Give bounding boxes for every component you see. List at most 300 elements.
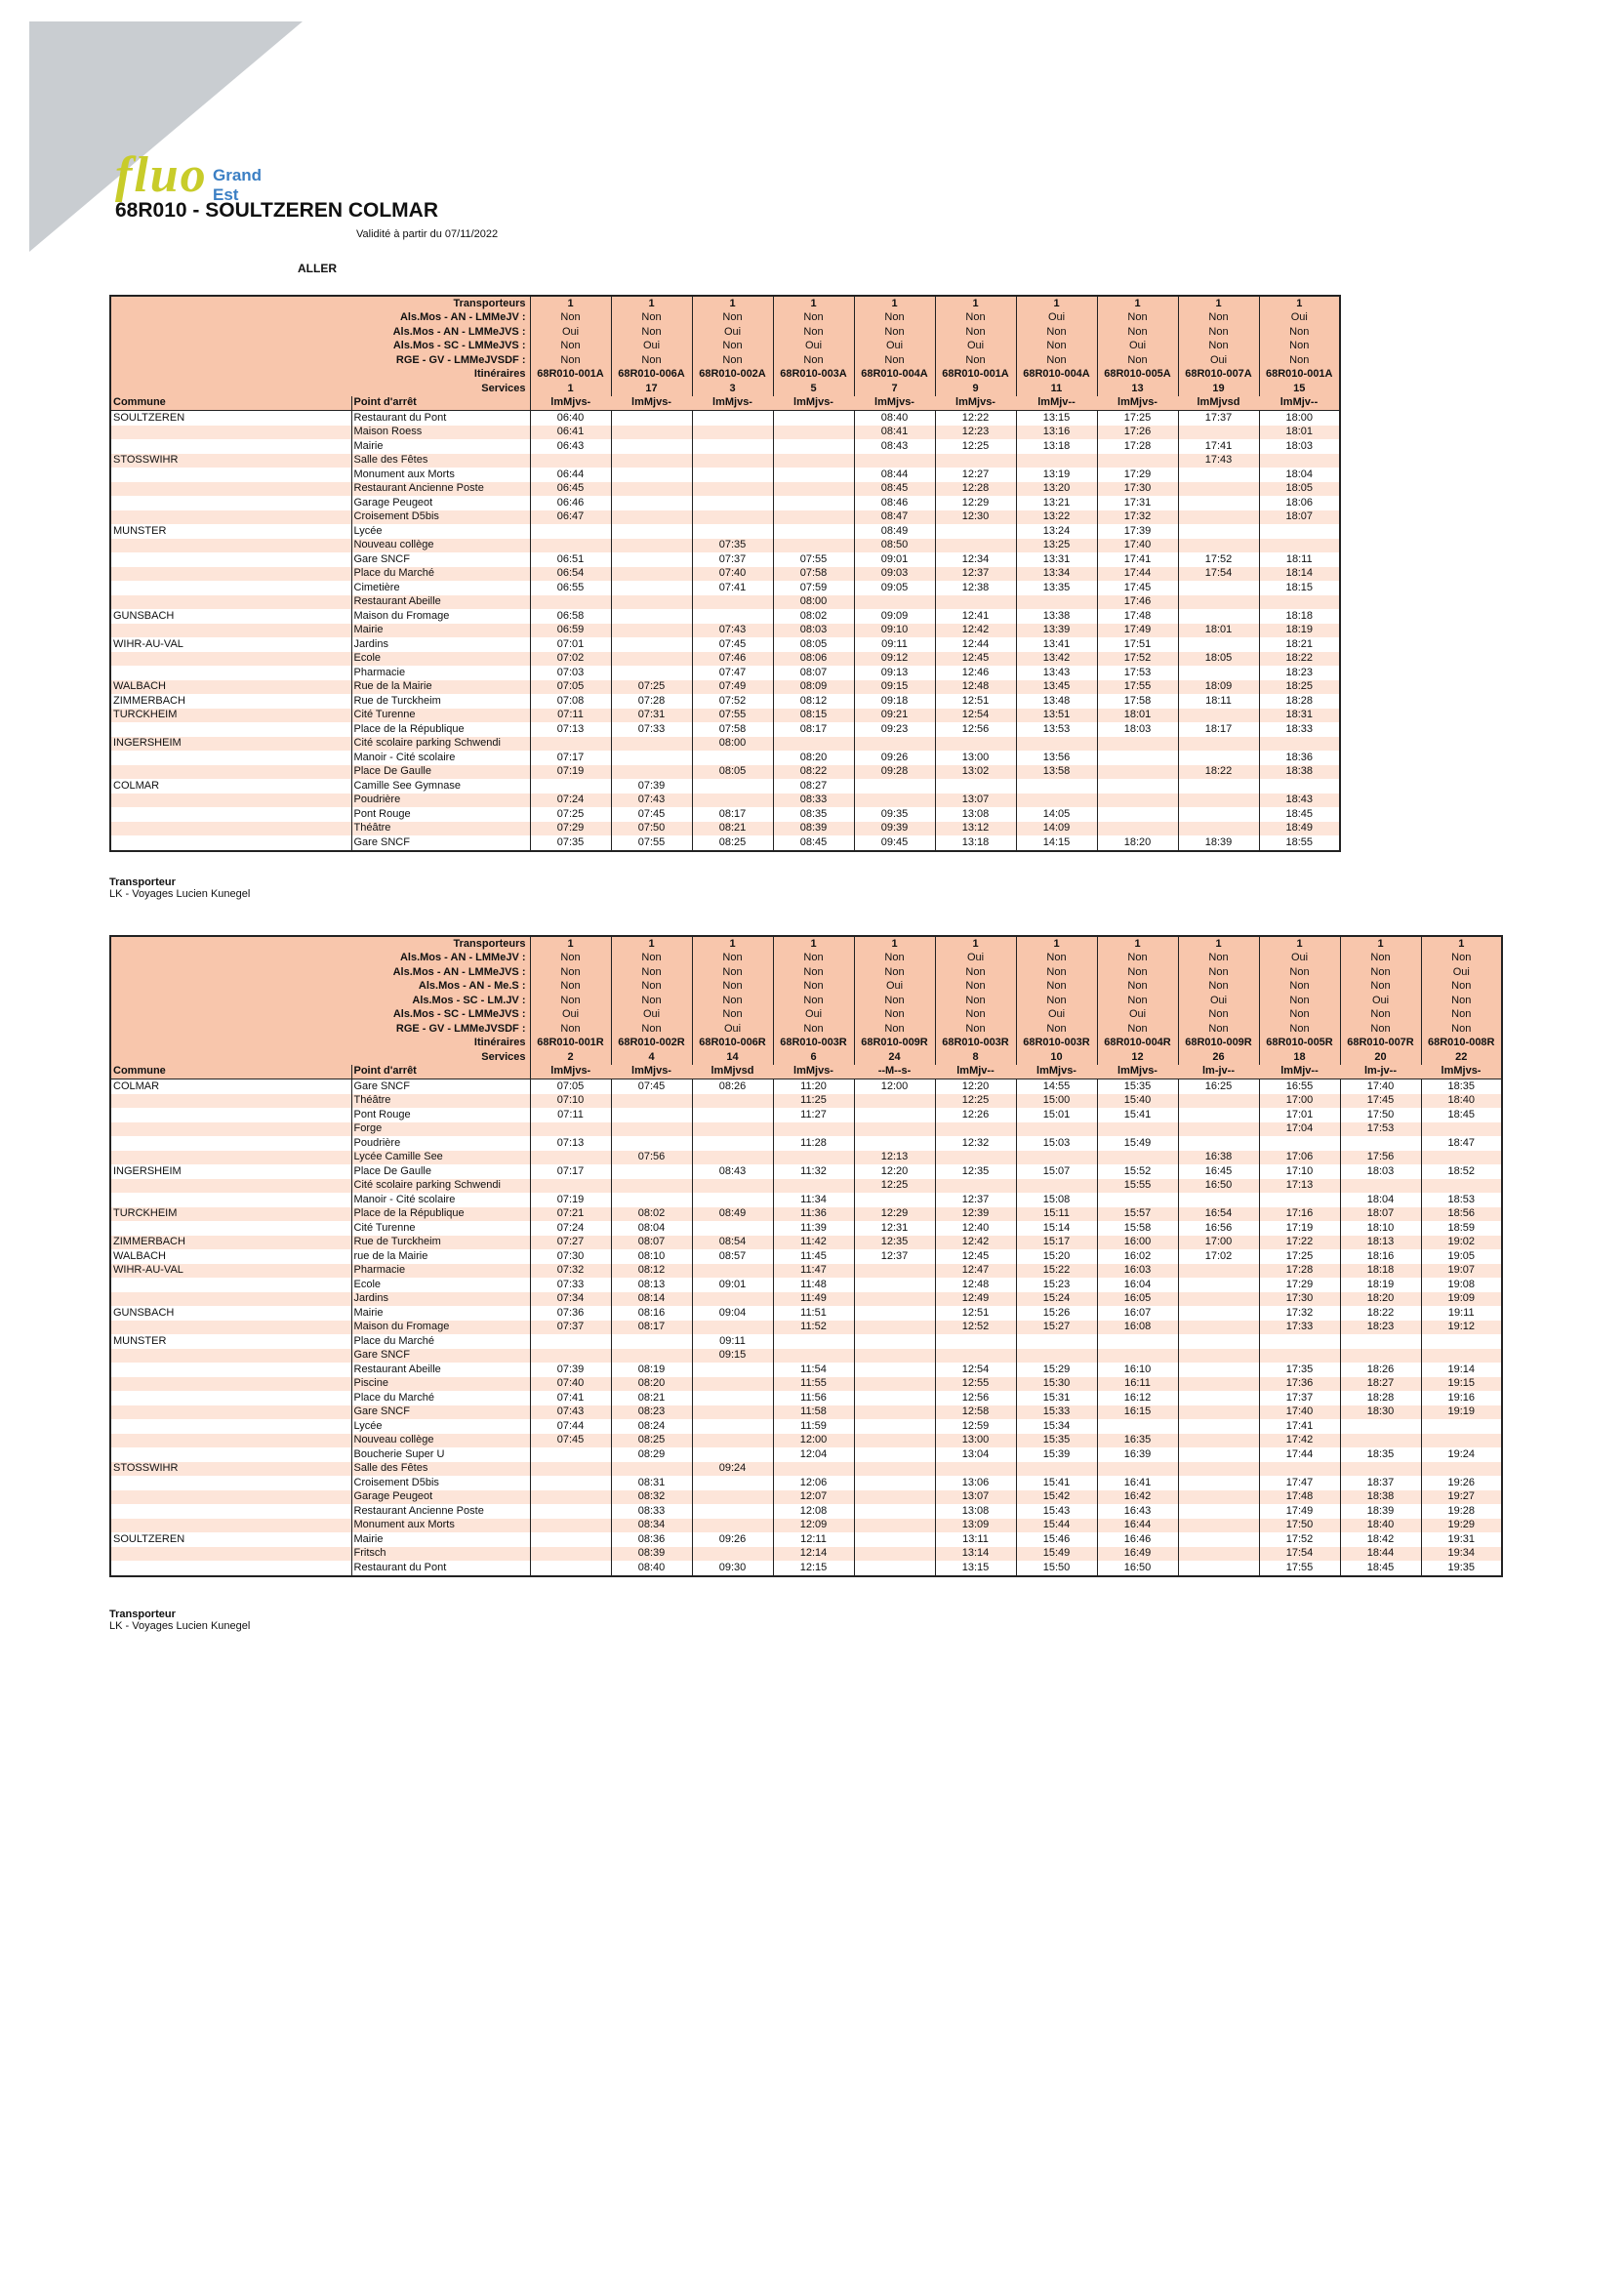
stop-name-cell: Restaurant du Pont	[351, 411, 530, 426]
time-cell: 18:19	[1340, 1278, 1421, 1292]
header-value: Non	[1340, 1008, 1421, 1023]
stop-name-cell: Cité Turenne	[351, 709, 530, 723]
days-code: lmMjvs-	[1016, 1065, 1097, 1079]
time-cell: 08:36	[611, 1532, 692, 1547]
time-cell	[611, 426, 692, 440]
header-value: 1	[1421, 936, 1502, 952]
time-cell: 12:00	[773, 1434, 854, 1448]
route-title: 68R010 - SOULTZEREN COLMAR	[115, 199, 438, 222]
header-value: Non	[1016, 1022, 1097, 1037]
time-cell: 19:09	[1421, 1292, 1502, 1307]
time-cell: 16:11	[1097, 1377, 1178, 1392]
time-cell: 07:45	[692, 637, 773, 652]
time-cell	[1259, 1462, 1340, 1477]
time-cell	[854, 1306, 935, 1321]
time-cell: 11:25	[773, 1094, 854, 1109]
stop-row	[110, 624, 1340, 638]
time-cell	[530, 1547, 611, 1562]
time-cell: 08:06	[773, 652, 854, 667]
time-cell	[1340, 1434, 1421, 1448]
time-cell: 06:47	[530, 510, 611, 525]
time-cell	[1016, 1349, 1097, 1364]
time-cell	[611, 624, 692, 638]
header-value: Non	[611, 994, 692, 1008]
header-value: Oui	[935, 340, 1016, 354]
time-cell	[1016, 595, 1097, 610]
stop-row	[110, 794, 1340, 808]
time-cell: 15:49	[1097, 1136, 1178, 1151]
days-code: lmMjvs-	[1097, 396, 1178, 411]
time-cell: 08:32	[611, 1490, 692, 1505]
stop-row	[110, 694, 1340, 709]
header-label: Transporteurs	[110, 936, 530, 952]
header-value: Non	[692, 965, 773, 980]
commune-cell	[110, 1094, 351, 1109]
time-cell: 12:20	[935, 1079, 1016, 1094]
header-value: 68R010-001A	[530, 368, 611, 383]
time-cell	[1178, 1136, 1259, 1151]
time-cell: 08:39	[773, 822, 854, 836]
stop-header: Point d'arrêt	[351, 396, 530, 411]
time-cell: 16:55	[1259, 1079, 1340, 1094]
time-cell	[1178, 666, 1259, 680]
time-cell	[854, 737, 935, 752]
time-cell: 19:11	[1421, 1306, 1502, 1321]
time-cell	[611, 1179, 692, 1194]
time-cell: 11:32	[773, 1164, 854, 1179]
header-label: Als.Mos - AN - LMMeJVS :	[110, 325, 530, 340]
header-value: 15	[1259, 382, 1340, 396]
time-cell	[773, 524, 854, 539]
time-cell: 09:10	[854, 624, 935, 638]
header-value: Non	[1016, 965, 1097, 980]
time-cell: 18:03	[1097, 722, 1178, 737]
time-cell: 16:54	[1178, 1207, 1259, 1222]
header-value: 11	[1016, 382, 1097, 396]
stop-row	[110, 1363, 1502, 1377]
time-cell: 07:55	[692, 709, 773, 723]
time-cell: 12:08	[773, 1504, 854, 1519]
time-cell	[692, 1547, 773, 1562]
time-cell: 15:43	[1016, 1504, 1097, 1519]
time-cell: 18:22	[1178, 765, 1259, 780]
stop-row	[110, 1306, 1502, 1321]
time-cell: 13:08	[935, 1504, 1016, 1519]
time-cell: 18:33	[1259, 722, 1340, 737]
time-cell: 19:34	[1421, 1547, 1502, 1562]
stop-row	[110, 1278, 1502, 1292]
time-cell: 13:15	[935, 1561, 1016, 1576]
time-cell: 08:40	[611, 1561, 692, 1576]
commune-cell	[110, 552, 351, 567]
stop-name-cell: Maison du Fromage	[351, 1321, 530, 1335]
header-value: 4	[611, 1050, 692, 1065]
time-cell	[530, 1122, 611, 1137]
time-cell	[854, 1278, 935, 1292]
commune-cell	[110, 1292, 351, 1307]
time-cell	[1259, 737, 1340, 752]
time-cell	[1340, 1334, 1421, 1349]
time-cell	[854, 1292, 935, 1307]
time-cell	[611, 1094, 692, 1109]
time-cell: 09:21	[854, 709, 935, 723]
header-value: Non	[692, 340, 773, 354]
time-cell	[692, 1434, 773, 1448]
time-cell	[1178, 737, 1259, 752]
time-cell	[611, 1334, 692, 1349]
time-cell: 17:50	[1340, 1108, 1421, 1122]
time-cell	[773, 468, 854, 482]
time-cell: 15:40	[1097, 1094, 1178, 1109]
time-cell	[692, 1519, 773, 1533]
stop-name-cell: Lycée	[351, 1419, 530, 1434]
time-cell: 17:47	[1259, 1476, 1340, 1490]
time-cell: 15:20	[1016, 1249, 1097, 1264]
time-cell: 13:25	[1016, 539, 1097, 553]
time-cell: 09:15	[854, 680, 935, 695]
commune-cell	[110, 1349, 351, 1364]
time-cell: 17:29	[1097, 468, 1178, 482]
time-cell: 07:28	[611, 694, 692, 709]
stop-name-cell: Théâtre	[351, 1094, 530, 1109]
stop-row	[110, 1207, 1502, 1222]
header-value: 24	[854, 1050, 935, 1065]
time-cell: 13:24	[1016, 524, 1097, 539]
header-value: 1	[1259, 296, 1340, 311]
time-cell: 18:14	[1259, 567, 1340, 582]
time-cell: 11:55	[773, 1377, 854, 1392]
stop-row	[110, 581, 1340, 595]
header-value: Non	[611, 980, 692, 995]
header-value: Non	[1097, 325, 1178, 340]
stop-name-cell: Théâtre	[351, 822, 530, 836]
header-value: Non	[692, 353, 773, 368]
header-value: 1	[692, 936, 773, 952]
header-value: Non	[773, 980, 854, 995]
time-cell	[935, 1179, 1016, 1194]
time-cell: 09:01	[854, 552, 935, 567]
header-label: RGE - GV - LMMeJVSDF :	[110, 353, 530, 368]
time-cell: 12:32	[935, 1136, 1016, 1151]
time-cell	[1178, 524, 1259, 539]
commune-cell	[110, 595, 351, 610]
header-value: Non	[1178, 965, 1259, 980]
time-cell	[854, 1334, 935, 1349]
stop-row	[110, 1504, 1502, 1519]
time-cell: 15:26	[1016, 1306, 1097, 1321]
header-value: Non	[854, 1022, 935, 1037]
time-cell: 14:55	[1016, 1079, 1097, 1094]
time-cell: 12:45	[935, 652, 1016, 667]
time-cell: 07:19	[530, 765, 611, 780]
commune-cell: TURCKHEIM	[110, 709, 351, 723]
time-cell: 15:57	[1097, 1207, 1178, 1222]
time-cell: 08:05	[773, 637, 854, 652]
time-cell: 18:28	[1259, 694, 1340, 709]
time-cell: 08:14	[611, 1292, 692, 1307]
header-value: Non	[1016, 952, 1097, 966]
time-cell: 18:05	[1259, 482, 1340, 497]
header-value: Oui	[1097, 340, 1178, 354]
time-cell: 12:25	[854, 1179, 935, 1194]
transporter-heading: Transporteur	[109, 1608, 176, 1620]
days-code: lm-jv--	[1178, 1065, 1259, 1079]
time-cell: 15:14	[1016, 1221, 1097, 1236]
time-cell: 06:54	[530, 567, 611, 582]
commune-cell: SOULTZEREN	[110, 1532, 351, 1547]
time-cell: 09:11	[854, 637, 935, 652]
time-cell: 17:00	[1259, 1094, 1340, 1109]
time-cell: 07:31	[611, 709, 692, 723]
time-cell	[1178, 468, 1259, 482]
time-cell: 07:43	[611, 794, 692, 808]
time-cell: 19:08	[1421, 1278, 1502, 1292]
time-cell: 09:09	[854, 609, 935, 624]
time-cell: 18:06	[1259, 496, 1340, 510]
stop-row	[110, 1476, 1502, 1490]
commune-cell	[110, 1391, 351, 1405]
time-cell: 08:05	[692, 765, 773, 780]
header-value: Non	[1259, 994, 1340, 1008]
time-cell	[773, 1122, 854, 1137]
time-cell: 13:07	[935, 1490, 1016, 1505]
header-value: Non	[692, 1008, 773, 1023]
header-label: Transporteurs	[110, 296, 530, 311]
time-cell: 13:15	[1016, 411, 1097, 426]
time-cell	[611, 1136, 692, 1151]
time-cell: 18:27	[1340, 1377, 1421, 1392]
time-cell: 17:54	[1259, 1547, 1340, 1562]
header-value: 1	[773, 936, 854, 952]
time-cell: 08:43	[692, 1164, 773, 1179]
header-value: Oui	[692, 325, 773, 340]
time-cell: 12:13	[854, 1151, 935, 1165]
stop-row	[110, 1490, 1502, 1505]
time-cell: 07:13	[530, 722, 611, 737]
time-cell	[1178, 1363, 1259, 1377]
commune-cell	[110, 1179, 351, 1194]
time-cell	[611, 581, 692, 595]
time-cell	[854, 1363, 935, 1377]
time-cell: 17:37	[1259, 1391, 1340, 1405]
time-cell: 12:56	[935, 722, 1016, 737]
time-cell: 12:40	[935, 1221, 1016, 1236]
header-value: Non	[935, 1022, 1016, 1037]
time-cell: 08:44	[854, 468, 935, 482]
time-cell	[1259, 454, 1340, 468]
time-cell: 11:27	[773, 1108, 854, 1122]
header-value: Oui	[611, 340, 692, 354]
commune-cell	[110, 652, 351, 667]
time-cell: 12:25	[935, 439, 1016, 454]
header-value: Non	[692, 311, 773, 326]
header-value: Non	[935, 1008, 1016, 1023]
header-value: Oui	[1259, 311, 1340, 326]
stop-name-cell: Mairie	[351, 624, 530, 638]
time-cell: 08:00	[773, 595, 854, 610]
time-cell	[854, 794, 935, 808]
time-cell	[1178, 482, 1259, 497]
time-cell: 17:53	[1097, 666, 1178, 680]
time-cell: 07:55	[611, 835, 692, 851]
time-cell: 11:51	[773, 1306, 854, 1321]
time-cell: 18:53	[1421, 1193, 1502, 1207]
time-cell: 16:04	[1097, 1278, 1178, 1292]
time-cell: 07:27	[530, 1236, 611, 1250]
header-label: Als.Mos - SC - LMMeJVS :	[110, 1008, 530, 1023]
stop-name-cell: Rue de Turckheim	[351, 694, 530, 709]
time-cell: 08:43	[854, 439, 935, 454]
header-value: Non	[854, 952, 935, 966]
header-value: Non	[1178, 1008, 1259, 1023]
time-cell: 11:42	[773, 1236, 854, 1250]
stop-row	[110, 1561, 1502, 1576]
stop-name-cell: Restaurant Ancienne Poste	[351, 482, 530, 497]
time-cell: 06:40	[530, 411, 611, 426]
header-value: 68R010-009R	[854, 1037, 935, 1051]
time-cell: 19:27	[1421, 1490, 1502, 1505]
time-cell: 08:04	[611, 1221, 692, 1236]
time-cell: 08:22	[773, 765, 854, 780]
time-cell: 12:28	[935, 482, 1016, 497]
time-cell: 15:35	[1016, 1434, 1097, 1448]
time-cell: 17:13	[1259, 1179, 1340, 1194]
stop-row	[110, 1122, 1502, 1137]
header-value: 1	[1097, 936, 1178, 952]
time-cell: 12:48	[935, 1278, 1016, 1292]
time-cell	[1259, 779, 1340, 794]
stop-row	[110, 1094, 1502, 1109]
time-cell	[1259, 1136, 1340, 1151]
column-header-row	[110, 1065, 1502, 1079]
stop-name-cell: Croisement D5bis	[351, 1476, 530, 1490]
commune-cell	[110, 835, 351, 851]
stop-name-cell: Jardins	[351, 1292, 530, 1307]
time-cell: 15:17	[1016, 1236, 1097, 1250]
time-cell	[773, 510, 854, 525]
header-value: Non	[1259, 340, 1340, 354]
time-cell: 09:26	[692, 1532, 773, 1547]
time-cell	[692, 439, 773, 454]
time-cell: 06:55	[530, 581, 611, 595]
time-cell: 18:28	[1340, 1391, 1421, 1405]
header-value: Non	[611, 965, 692, 980]
time-cell: 19:35	[1421, 1561, 1502, 1576]
time-cell	[692, 1490, 773, 1505]
time-cell: 11:49	[773, 1292, 854, 1307]
time-cell: 17:46	[1097, 595, 1178, 610]
time-cell	[854, 1419, 935, 1434]
commune-cell: TURCKHEIM	[110, 1207, 351, 1222]
time-cell: 11:34	[773, 1193, 854, 1207]
stop-row	[110, 454, 1340, 468]
time-cell: 18:30	[1340, 1405, 1421, 1420]
stop-row	[110, 539, 1340, 553]
stop-name-cell: Poudrière	[351, 1136, 530, 1151]
commune-cell: WIHR-AU-VAL	[110, 637, 351, 652]
stop-name-cell: Garage Peugeot	[351, 496, 530, 510]
header-value: Non	[854, 353, 935, 368]
header-value: Non	[854, 1008, 935, 1023]
time-cell	[1340, 1419, 1421, 1434]
header-value: Oui	[1016, 1008, 1097, 1023]
time-cell	[530, 1504, 611, 1519]
time-cell: 08:02	[611, 1207, 692, 1222]
stop-row	[110, 1221, 1502, 1236]
time-cell: 12:41	[935, 609, 1016, 624]
time-cell: 13:48	[1016, 694, 1097, 709]
header-label: Services	[110, 382, 530, 396]
header-value: Non	[530, 952, 611, 966]
stop-name-cell: Pharmacie	[351, 666, 530, 680]
time-cell	[854, 1519, 935, 1533]
time-cell	[692, 1193, 773, 1207]
time-cell: 12:09	[773, 1519, 854, 1533]
time-cell	[935, 524, 1016, 539]
time-cell: 07:11	[530, 1108, 611, 1122]
time-cell: 19:16	[1421, 1391, 1502, 1405]
time-cell	[692, 1179, 773, 1194]
header-label: RGE - GV - LMMeJVSDF :	[110, 1022, 530, 1037]
time-cell: 17:10	[1259, 1164, 1340, 1179]
time-cell: 14:15	[1016, 835, 1097, 851]
time-cell: 16:41	[1097, 1476, 1178, 1490]
header-label: Als.Mos - AN - LMMeJV :	[110, 952, 530, 966]
header-value: Non	[1097, 353, 1178, 368]
transporter-name: LK - Voyages Lucien Kunegel	[109, 888, 251, 900]
time-cell: 19:28	[1421, 1504, 1502, 1519]
time-cell: 08:21	[692, 822, 773, 836]
time-cell	[854, 1108, 935, 1122]
stop-name-cell: Gare SNCF	[351, 1079, 530, 1094]
commune-cell: COLMAR	[110, 1079, 351, 1094]
time-cell	[1178, 1306, 1259, 1321]
time-cell: 07:34	[530, 1292, 611, 1307]
time-cell: 08:02	[773, 609, 854, 624]
stop-name-cell: Place De Gaulle	[351, 1164, 530, 1179]
time-cell: 07:44	[530, 1419, 611, 1434]
stop-header: Point d'arrêt	[351, 1065, 530, 1079]
commune-cell: COLMAR	[110, 779, 351, 794]
time-cell: 15:35	[1097, 1079, 1178, 1094]
time-cell: 13:38	[1016, 609, 1097, 624]
time-cell	[1178, 1476, 1259, 1490]
time-cell: 09:45	[854, 835, 935, 851]
stop-name-cell: Monument aux Morts	[351, 1519, 530, 1533]
header-value: Non	[1016, 340, 1097, 354]
commune-cell	[110, 1547, 351, 1562]
time-cell	[1178, 1377, 1259, 1392]
time-cell: 08:46	[854, 496, 935, 510]
time-cell: 08:07	[611, 1236, 692, 1250]
time-cell: 16:49	[1097, 1547, 1178, 1562]
stop-row	[110, 609, 1340, 624]
header-value: 9	[935, 382, 1016, 396]
time-cell: 18:09	[1178, 680, 1259, 695]
header-label: Als.Mos - SC - LM.JV :	[110, 994, 530, 1008]
header-value: 68R010-007R	[1340, 1037, 1421, 1051]
time-cell: 09:12	[854, 652, 935, 667]
stop-name-cell: Piscine	[351, 1377, 530, 1392]
commune-cell	[110, 1108, 351, 1122]
time-cell: 12:58	[935, 1405, 1016, 1420]
time-cell: 17:41	[1178, 439, 1259, 454]
time-cell: 18:07	[1259, 510, 1340, 525]
time-cell: 17:02	[1178, 1249, 1259, 1264]
time-cell	[1178, 822, 1259, 836]
stop-name-cell: Place De Gaulle	[351, 765, 530, 780]
stop-name-cell: Restaurant Abeille	[351, 1363, 530, 1377]
